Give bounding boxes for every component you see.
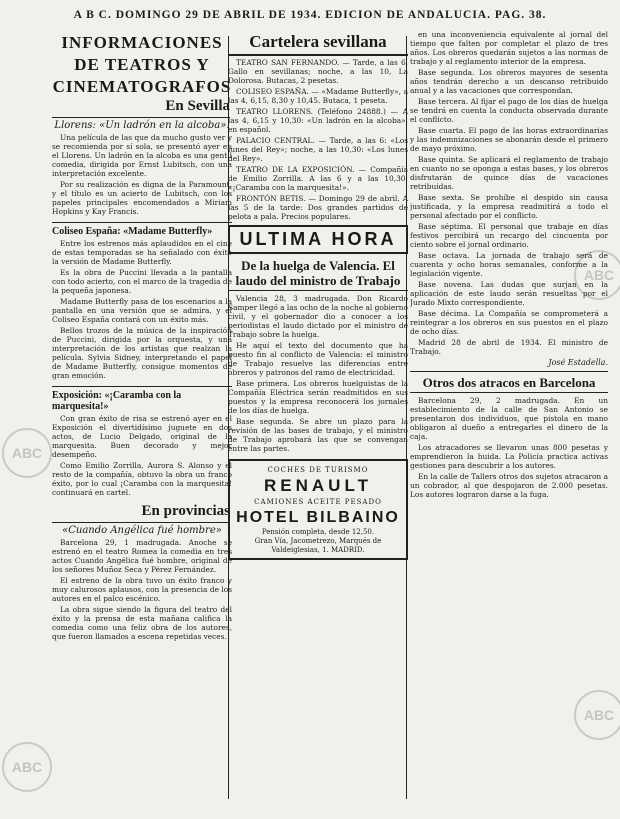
laudo-paragraph: Base octava. La jornada de trabajo será de cuarenta y ocho horas semanales, conforme a la legislación vigente. [410,251,608,278]
ad-line: CAMIONES ACEITE PESADO [254,498,382,506]
laudo-paragraph: Base quinta. Se aplicará el reglamento de trabajo en cuanto no se oponga a estas bases, y los obreros disfrutarán de quince días de vacaciones retribuidas. [410,155,608,191]
article-paragraph: Es la obra de Puccini llevada a la pantalla con todo acierto, con el marco de la tragedia de la pequeña japonesa. [52,268,232,295]
ad-address: Gran Vía, Jacometrezo, Marqués de Valdeiglesias, 1. MADRID. [254,537,382,554]
article-paragraph: Una película de las que da mucho gusto ver y se recomienda por sí sola, se presentó ayer en el Llorens. Un ladrón en la alcoba es una gentil comedia, dirigida por Ernst Lubitsch, con una interpretación excelente. [52,133,232,178]
article-paragraph: Por su realización es digna de la Paramount, y el título es un acierto de Lubitsch, con los papeles principales encomendados a Miriam Hopkins y Kay Francis. [52,180,232,216]
ad-hotel: HOTEL BILBAINO [236,509,400,526]
laudo-paragraph: Base novena. Las dudas que surjan en la aplicación de este laudo serán resueltas por el Jurado Mixto correspondiente. [410,280,608,307]
page-header: A B C. DOMINGO 29 DE ABRIL DE 1934. EDICION DE ANDALUCIA. PAG. 38. [73,9,547,21]
watermark-text: ABC [11,445,43,461]
laudo-paragraph: Base tercera. Al fijar el pago de los días de huelga se tendrá en cuenta la conducta observada durante el conflicto. [410,97,608,124]
column-cartelera [228,30,408,813]
listing-paragraph: TEATRO LLORENS. (Teléfono 24888.) — A las 4, 6,15 y 10,30: «Un ladrón en la alcoba», en español. [228,107,408,134]
article-paragraph: Madame Butterfly pasa de los escenarios a la pantalla en una versión que se admira, y el Coliseo España contará con un éxito más. [52,297,232,324]
atracos-paragraph: En la calle de Tallers otros dos sujetos atracaron a un cobrador, al que despojaron de 2.000 pesetas. Los autores lograron darse a la fuga. [410,472,608,499]
article-paragraph: Como Emilio Zorrilla, Aurora S. Alonso y el resto de la compañía, obtuvo la obra un franco éxito, por lo cual ¡Caramba con la marquesita! continuará en cartel. [52,461,232,497]
ad-pension: Pensión completa, desde 12,50. [261,528,375,536]
news-paragraph: Base segunda. Se abre un plazo para la revisión de las bases de trabajo, y el ministro de Trabajo aprobará las que se convengan entre las partes. [228,417,408,453]
cartelera-title: Cartelera sevillana [228,30,408,56]
atracos-paragraph: Barcelona 29, 2 madrugada. En un establecimiento de la calle de San Antonio se presentaron dos individuos, que pistola en mano obligaron al dueño a entregarles el dinero de la caja. [410,396,608,441]
watermark-seal [2,428,52,478]
article-headline: Llorens: «Un ladrón en la alcoba». [54,120,230,131]
ad-brand: RENAULT [264,476,372,495]
column-laudo [410,30,608,813]
signature: José Estadella. [548,358,608,367]
atracos-paragraph: Los atracadores se llevaron unas 800 pesetas y emprendieron la huida. La Policía practica activas gestiones para descubrir a los autores. [410,443,608,470]
ultima-hora-banner: ULTIMA HORA [228,225,408,254]
watermark-text: ABC [583,707,615,723]
laudo-paragraph: Madrid 28 de abril de 1934. El ministro de Trabajo. [410,338,608,356]
laudo-paragraph: Base cuarta. El pago de las horas extraordinarias y las indemnizaciones se abonarán desde el primero de mayo próximo. [410,126,608,153]
laudo-paragraph: Base séptima. El personal que trabaje en días festivos percibirá un recargo del cincuenta por ciento sobre el jornal ordinario. [410,222,608,249]
article-paragraph: Con gran éxito de risa se estrenó ayer en el Exposición el divertidísimo juguete en dos actos, de Lucio Delgado, original de la marquesita. Buen decorado y mejor desempeño. [52,414,232,459]
article-headline: Exposición: «¡Caramba con la marquesita!» [52,386,232,412]
listing-paragraph: FRONTÓN BETIS. — Domingo 29 de abril. A las 5 de la tarde: Dos grandes partidos de pelota a pala. Precios populares. [228,194,408,221]
article-paragraph: Entre los estrenos más aplaudidos en el cine de estas temporadas se ha señalado con éxito la versión de Madame Butterfly. [52,239,232,266]
listing-paragraph: COLISEO ESPAÑA. — «Madame Butterfly», a las 4, 6,15, 8,30 y 10,45. Butaca, 1 peseta. [228,87,408,105]
laudo-paragraph: Base sexta. Se prohíbe el despido sin causa justificada, y la empresa readmitirá a todo el personal afectado por el conflicto. [410,193,608,220]
article-headline: «Cuando Angélica fué hombre» [62,525,222,536]
listing-paragraph: TEATRO DE LA EXPOSICIÓN. — Compañía de Emilio Zorrilla. A las 6 y a las 10,30: «¡Caramba con la marquesita!». [228,165,408,192]
ad-line: COCHES DE TURISMO [267,466,369,474]
watermark-text: ABC [583,267,615,283]
laudo-paragraph: Base segunda. Los obreros mayores de sesenta años tendrán derecho a un descanso retribuido anual y a las vacaciones que correspondan. [410,68,608,95]
listing-paragraph: PALACIO CENTRAL. — Tarde, a las 6: «Los lunes del Rey»; noche, a las 10,30: «Los lunes del Rey». [228,136,408,163]
section-title: INFORMACIONES DE TEATROS Y CINEMATOGRAFOS [52,33,232,96]
laudo-paragraph: en una inconveniencia equivalente al jornal del tiempo que falten por completar el plazo de tres años. Los obreros quedarán sujetos a las normas de trabajo y al reglamento interior de la empresa. [410,30,608,66]
news-headline: De la huelga de Valencia. El laudo del ministro de Trabajo [228,258,408,291]
article [52,386,232,497]
section-place: En Sevilla [52,98,230,118]
article-paragraph: Bellos trozos de la música de la inspiración de Puccini, dirigida por la orquesta, y una interpretación de los artistas que realzan la película. Sylvia Sidney, interpretando el papel de Madame Butterfly, consigue momentos de gran emoción. [52,326,232,380]
article-headline: Coliseo España: «Madame Butterfly» [52,222,232,237]
news-paragraph: Base primera. Los obreros huelguistas de la Compañía Eléctrica serán readmitidos en sus puestos y la empresa reconocerá los jornales de los días de huelga. [228,379,408,415]
listing-paragraph: TEATRO SAN FERNANDO. — Tarde, a las 6, Gallo en sevillanas; noche, a las 10, La Dolorosa. Butacas, 2 pesetas. [228,58,408,85]
advertisement [228,459,408,560]
article-paragraph: La obra sigue siendo la figura del teatro del éxito y la prensa de esta mañana califica la comedia como una feliz obra de los autores, que fueron llamados a escena repetidas veces. [52,605,232,641]
article-paragraph: Barcelona 29, 1 madrugada. Anoche se estrenó en el teatro Romea la comedia en tres actos Cuando Angélica fué hombre, original de los señores Muñoz Seca y Pérez Fernández. [52,538,232,574]
provincias-title: En provincias [52,503,230,523]
news-paragraph: He aquí el texto del documento que ha puesto fin al conflicto de Valencia: el ministro de Trabajo resuelve las diferencias entre obreros y patronos del ramo de electricidad. [228,341,408,377]
news-paragraph: Valencia 28, 3 madrugada. Don Ricardo Samper llegó a las ocho de la noche al gobierno civil, y el gobernador dio a conocer a los periodistas el laudo dictado por el ministro de Trabajo sobre la huelga. [228,294,408,339]
column-theatres [52,30,232,813]
watermark-text: ABC [11,759,43,775]
article [52,120,232,216]
atracos-headline: Otros dos atracos en Barcelona [410,371,608,393]
article-paragraph: El estreno de la obra tuvo un éxito franco y muy calurosos aplausos, con la presencia de los autores en el palco escénico. [52,576,232,603]
watermark-seal [2,742,52,792]
article [52,222,232,380]
laudo-paragraph: Base décima. La Compañía se comprometerá a reintegrar a los obreros en sus puestos en el plazo de ocho días. [410,309,608,336]
